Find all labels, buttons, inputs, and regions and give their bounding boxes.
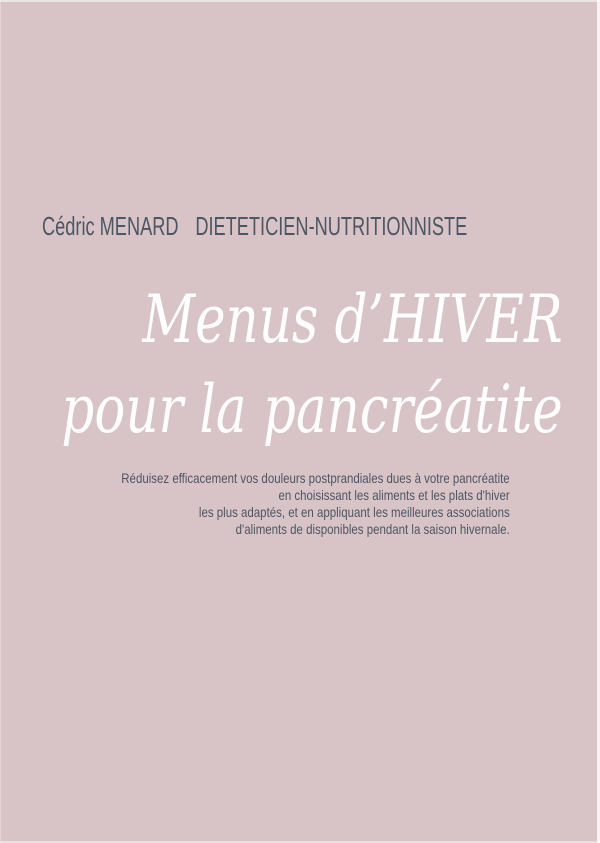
- author-line: [42, 212, 467, 242]
- subtitle-line-4: d'aliments de disponibles pendant la saison hivernale.: [235, 521, 510, 537]
- author-profession: DIETETICIEN-NUTRITIONNISTE: [195, 211, 468, 241]
- book-title-line1: Menus d’HIVER: [142, 281, 564, 358]
- book-title: [62, 275, 563, 455]
- book-title-line2: pour la pancréatite: [61, 371, 563, 448]
- subtitle-line-2: en choisissant les aliments et les plats d'hiver: [278, 487, 510, 503]
- author-name: Cédric MENARD: [42, 211, 179, 241]
- book-subtitle: [122, 470, 510, 538]
- subtitle-line-3: les plus adaptés, et en appliquant les meilleures associations: [199, 504, 510, 520]
- subtitle-line-1: Réduisez efficacement vos douleurs postprandiales dues à votre pancréatite: [121, 470, 510, 486]
